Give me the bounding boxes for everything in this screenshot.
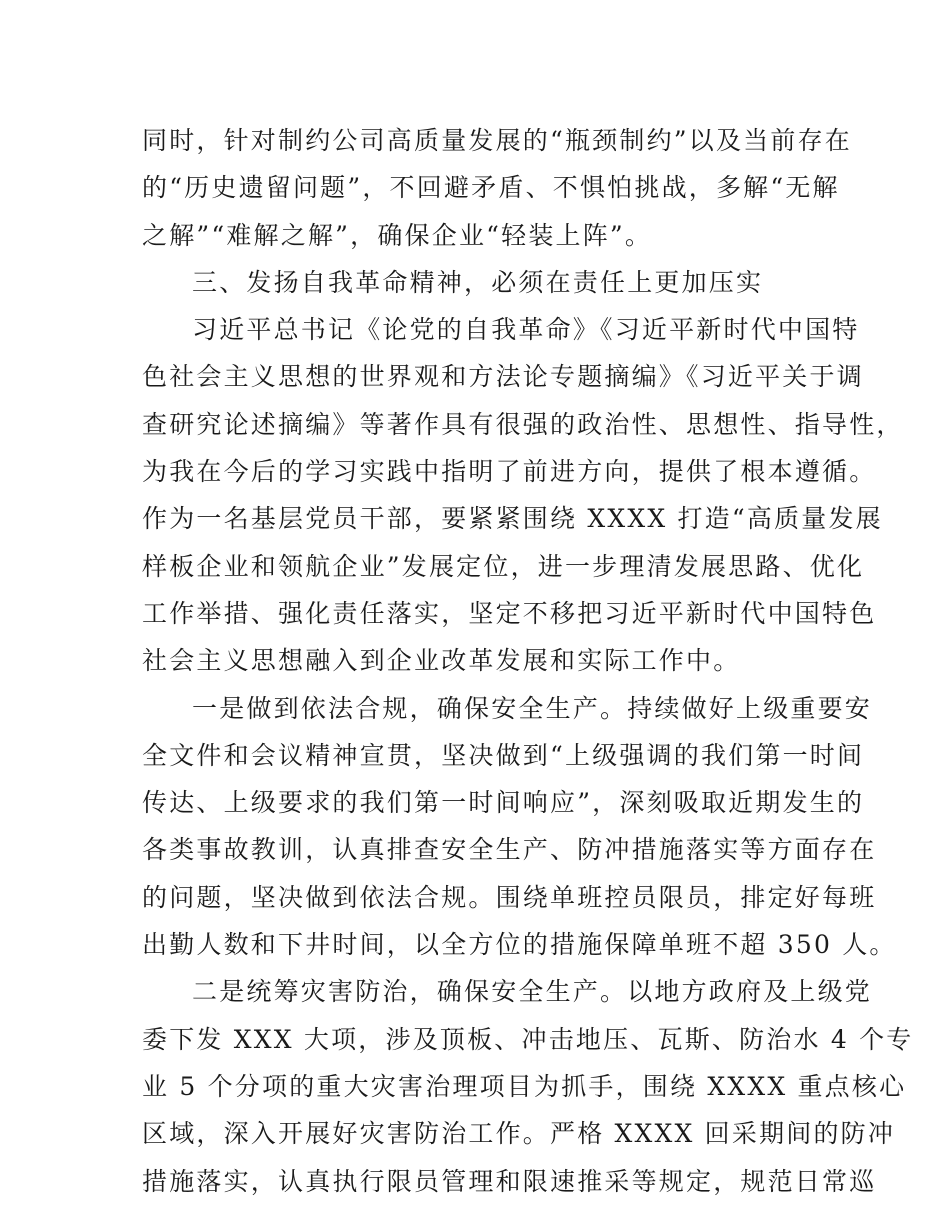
text-line: 一是做到依法合规，确保安全生产。持续做好上级重要安	[192, 693, 873, 723]
text-line: 习近平总书记《论党的自我革命》《习近平新时代中国特	[192, 315, 860, 345]
text-line: 区域，深入开展好灾害防治工作。严格 XXXX 回采期间的防冲	[142, 1119, 896, 1149]
text-line: 措施落实，认真执行限员管理和限速推采等规定，规范日常巡	[142, 1166, 877, 1196]
text-line: 的“历史遗留问题”，不回避矛盾、不惧怕挑战，多解“无解	[142, 173, 840, 203]
text-line: 之解”“难解之解”，确保企业“轻装上阵”。	[142, 220, 653, 250]
text-line: 传达、上级要求的我们第一时间响应”，深刻吸取近期发生的	[142, 788, 865, 818]
text-line: 二是统筹灾害防治，确保安全生产。以地方政府及上级党	[192, 977, 873, 1007]
text-line: 业 5 个分项的重大灾害治理项目为抓手，围绕 XXXX 重点核心	[142, 1071, 907, 1101]
text-line: 各类事故教训，认真排查安全生产、防冲措施落实等方面存在	[142, 835, 877, 865]
text-line: 社会主义思想融入到企业改革发展和实际工作中。	[142, 646, 741, 676]
text-line: 查研究论述摘编》等著作具有很强的政治性、思想性、指导性，	[142, 409, 904, 439]
text-line: 委下发 XXX 大项，涉及顶板、冲击地压、瓦斯、防治水 4 个专	[142, 1024, 914, 1054]
text-line: 样板企业和领航企业”发展定位，进一步理清发展思路、优化	[142, 551, 865, 581]
text-line: 作为一名基层党员干部，要紧紧围绕 XXXX 打造“高质量发展	[142, 504, 883, 534]
text-line: 同时，针对制约公司高质量发展的“瓶颈制约”以及当前存在	[142, 126, 852, 155]
document-body	[142, 117, 914, 1205]
text-line: 全文件和会议精神宣贯，坚决做到“上级强调的我们第一时间	[142, 740, 865, 770]
text-line: 出勤人数和下井时间，以全方位的措施保障单班不超 350 人。	[142, 930, 897, 960]
text-line: 工作举措、强化责任落实，坚定不移把习近平新时代中国特色	[142, 598, 877, 628]
text-line: 的问题，坚决做到依法合规。围绕单班控员限员，排定好每班	[142, 882, 877, 912]
text-line: 为我在今后的学习实践中指明了前进方向，提供了根本遵循。	[142, 457, 877, 487]
text-line: 色社会主义思想的世界观和方法论专题摘编》《习近平关于调	[142, 362, 864, 392]
section-heading: 三、发扬自我革命精神，必须在责任上更加压实	[192, 267, 764, 297]
